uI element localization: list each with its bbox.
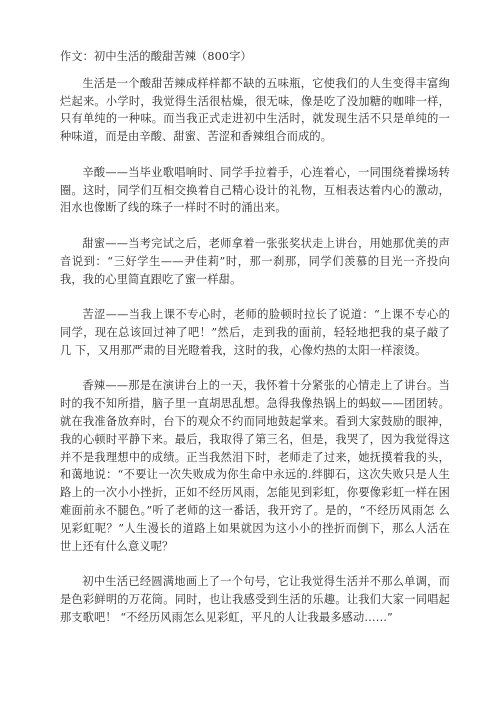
essay-paragraph-intro: 生活是一个酸甜苦辣成样样都不缺的五味瓶，它使我们的人生变得丰富绚 烂起来。小学时，我觉得生活很枯燥，很无味，像是吃了没加糖的咖啡一样， 只有单纯的一种味。而当我正式走进初中生活时，就发现生活不只是单纯的一 种味道，而是由辛酸、甜蜜、苦涩和香辣组合而成的。 xyxy=(60,76,450,144)
essay-title: 作文：初中生活的酸甜苦辣（800字） xyxy=(60,50,252,63)
essay-paragraph-sweet: 甜蜜——当考完试之后，老师拿着一张张奖状走上讲台，用她那优美的声 音说到：“三好学生——尹佳莉”时，那一刹那，同学们羡慕的目光一齐投向 我，我的心里简直跟吃了蜜一样甜。 xyxy=(60,236,450,286)
essay-paragraph-bitter: 苦涩——当我上课不专心时，老师的脸顿时拉长了说道：“上课不专心的 同学，现在总该回过神了吧！”然后，走到我的面前，轻轻地把我的桌子敲了几 下，又用那严肃的目光瞪着我，这时的我，心像灼热的太阳一样滚烫。 xyxy=(60,308,450,357)
essay-paragraph-bitter-sour: 辛酸——当毕业歌唱响时、同学手拉着手，心连着心，一同围绕着操场转 圈。这时，同学们互相交换着自己精心设计的礼物，互相表达着内心的激动， 泪水也像断了线的珠子一样时不时的涌出来。 xyxy=(60,165,450,215)
essay-body xyxy=(60,48,450,627)
essay-paragraph-conclusion: 初中生活已经圆满地画上了一个句号，它让我觉得生活并不那么单调，而 是色彩鲜明的万花筒。同时，也让我感受到生活的乐趣。让我们大家一同唱起 那支歌吧！ “不经历风雨怎么见彩虹，平凡的人让我最多感动……” xyxy=(60,575,450,624)
essay-paragraph-spicy: 香辣——那是在演讲台上的一天，我怀着十分紧张的心情走上了讲台。当 时的我不知所措，脑子里一直胡思乱想。急得我像热锅上的蚂蚁——团团转。 就在我准备放弃时，台下的观众不约而同地鼓起掌来。看到大家鼓励的眼神， 我的心顿时平静下来。最后，我取得了第三名，但是，我哭了，因为我觉得这 并不是我理想中的成绩。正当我然泪下时，老师走了过来，她抚摸着我的头， 和蔼地说：“不要让一次失败成为你生命中永远的.绊脚石，这次失败只是人生 路上的一次小小挫折，正如不经历风雨，怎能见到彩虹，你要像彩虹一样在困 难面前永不腿色。”听了老师的这一番话，我开窍了。是的，“不经历风雨怎 么见彩虹呢？”人生漫长的道路上如果就因为这小小的挫折而倒下，那么人活在 世上还有什么意义呢？ xyxy=(60,379,450,553)
